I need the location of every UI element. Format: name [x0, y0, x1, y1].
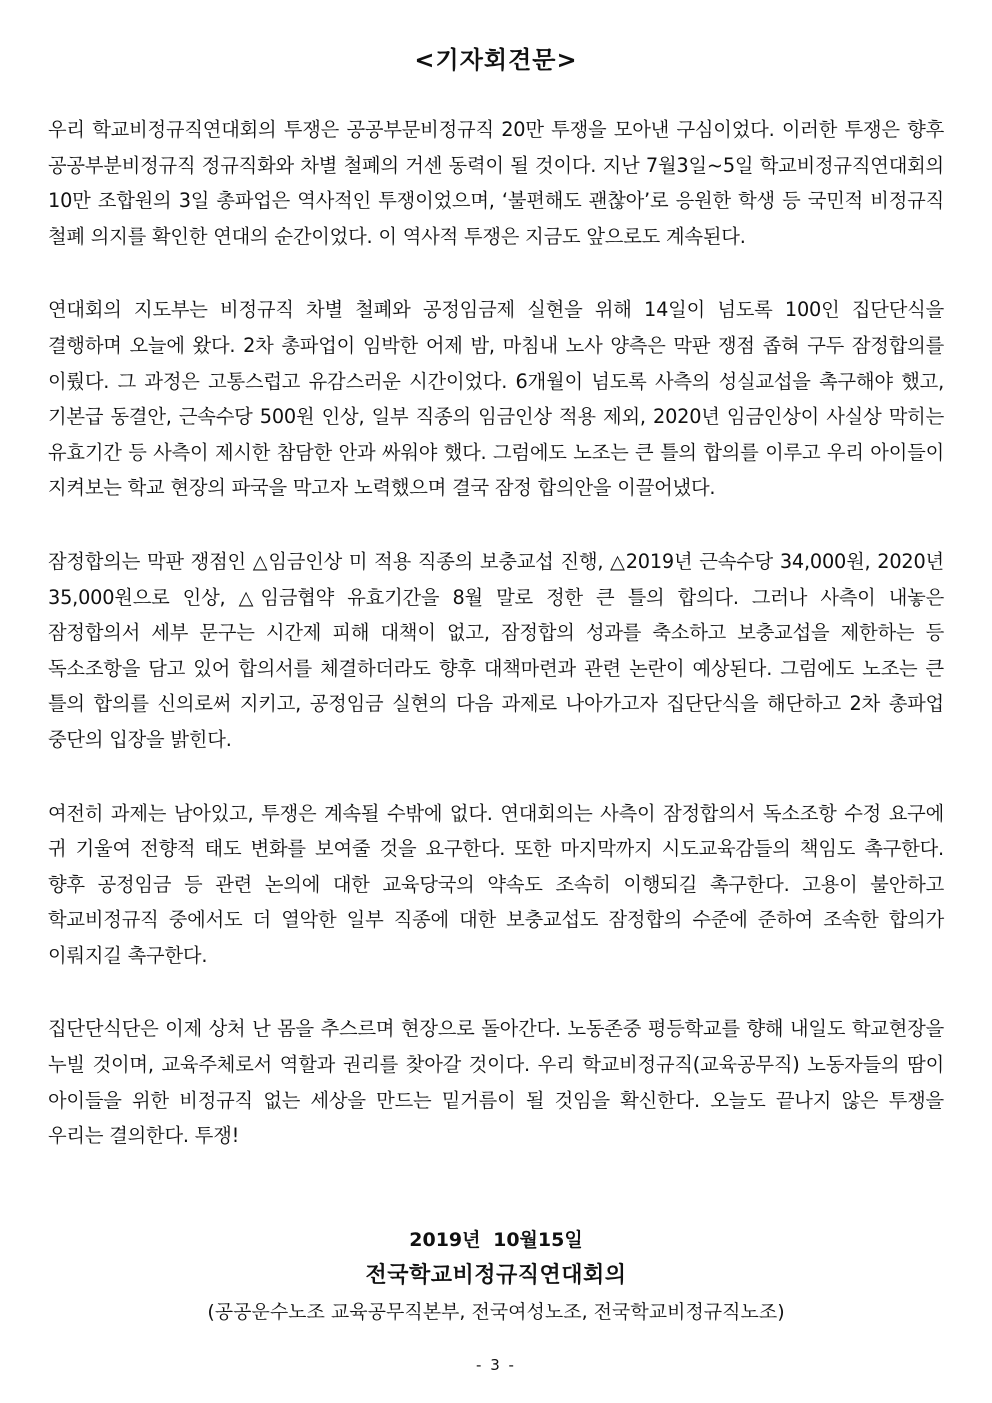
paragraph-4: 여전히 과제는 남아있고, 투쟁은 계속될 수밖에 없다. 연대회의는 사측이 잠정합의서 독소조항 수정 요구에 귀 기울여 전향적 태도 변화를 보여줄 것을 요구한다. 또한 마지막까지 시도교육감들의 책임도 촉구한다. 향후 공정임금 등 관련 논의에 대한 교육당국의 약속도 조속히 이행되길 촉구한다. 고용이 불안하고 학교비정규직 중에서도 더 열악한 일부 직종에 대한 보충교섭도 잠정합의 수준에 준하여 조속한 합의가 이뤄지길 촉구한다.: [48, 801, 944, 967]
document-body: [48, 112, 944, 1192]
page-number: - 3 -: [476, 1356, 516, 1374]
paragraph-1: 우리 학교비정규직연대회의 투쟁은 공공부문비정규직 20만 투쟁을 모아낸 구심이었다. 이러한 투쟁은 향후 공공부분비정규직 정규직화와 차별 철폐의 거센 동력이 될 것이다. 지난 7월3일~5일 학교비정규직연대회의 10만 조합원의 3일 총파업은 역사적인 투쟁이었으며, ‘불편해도 괜찮아’로 응원한 학생 등 국민적 비정규직 철폐 의지를 확인한 연대의 순간이었다. 이 역사적 투쟁은 지금도 앞으로도 계속된다.: [48, 118, 944, 248]
closing-block: [0, 1224, 992, 1328]
closing-member-unions: (공공운수노조 교육공무직본부, 전국여성노조, 전국학교비정규직노조): [207, 1301, 785, 1323]
paragraph-5: 집단단식단은 이제 상처 난 몸을 추스르며 현장으로 돌아간다. 노동존중 평등학교를 향해 내일도 학교현장을 누빌 것이며, 교육주체로서 역할과 권리를 찾아갈 것이다. 우리 학교비정규직(교육공무직) 노동자들의 땀이 아이들을 위한 비정규직 없는 세상을 만드는 밑거름이 될 것임을 확신한다. 오늘도 끝나지 않은 투쟁을 우리는 결의한다. 투쟁!: [48, 1017, 944, 1148]
closing-date: 2019년 10월15일: [409, 1229, 583, 1251]
document-title: <기자회견문>: [414, 46, 578, 74]
paragraph-3: 잠정합의는 막판 쟁점인 △임금인상 미 적용 직종의 보충교섭 진행, △2019년 근속수당 34,000원, 2020년 35,000원으로 인상, △임금협약 유효기간을 8월 말로 정한 큰 틀의 합의다. 그러나 사측이 내놓은 잠정합의서 세부 문구는 시간제 피해 대책이 없고, 잠정합의 성과를 축소하고 보충교섭을 제한하는 등 독소조항을 담고 있어 합의서를 체결하더라도 향후 대책마련과 관련 논란이 예상된다. 그럼에도 노조는 큰 틀의 합의를 신의로써 지키고, 공정임금 실현의 다음 과제로 나아가고자 집단단식을 해단하고 2차 총파업 중단의 입장을 밝힌다.: [48, 549, 944, 751]
closing-organization: 전국학교비정규직연대회의: [365, 1263, 627, 1288]
paragraph-2: 연대회의 지도부는 비정규직 차별 철폐와 공정임금제 실현을 위해 14일이 넘도록 100인 집단단식을 결행하며 오늘에 왔다. 2차 총파업이 임박한 어제 밤, 마침내 노사 양측은 막판 쟁점 좁혀 구두 잠정합의를 이뤘다. 그 과정은 고통스럽고 유감스러운 시간이었다. 6개월이 넘도록 사측의 성실교섭을 촉구해야 했고, 기본급 동결안, 근속수당 500원 인상, 일부 직종의 임금인상 적용 제외, 2020년 임금인상이 사실상 막히는 유효기간 등 사측이 제시한 참담한 안과 싸워야 했다. 그럼에도 노조는 큰 틀의 합의를 이루고 우리 아이들이 지켜보는 학교 현장의 파국을 막고자 노력했으며 결국 잠정 합의안을 이끌어냈다.: [48, 298, 944, 500]
